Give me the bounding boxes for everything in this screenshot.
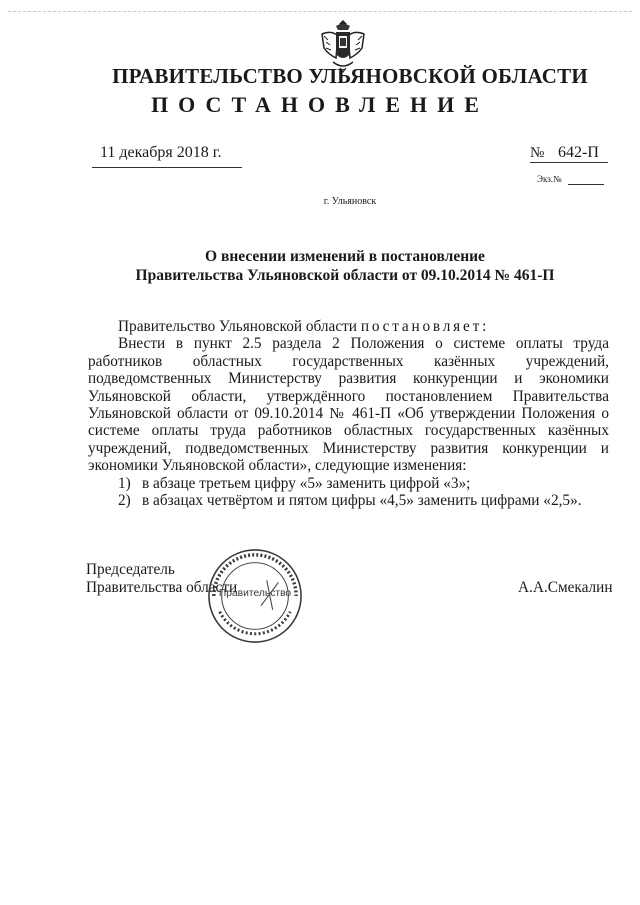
list-item-text: в абзацах четвёртом и пятом цифры «4,5» заменить цифрами «2,5».: [142, 492, 582, 510]
document-body: [88, 318, 609, 509]
government-name: ПРАВИТЕЛЬСТВО УЛЬЯНОВСКОЙ ОБЛАСТИ: [112, 64, 588, 88]
list-item: [88, 492, 609, 509]
list-item-number: 2): [118, 492, 131, 510]
intro-verb: постановляет:: [360, 318, 490, 335]
copy-number-underline: [568, 184, 604, 185]
signer-position-line-2: Правительства области: [86, 579, 238, 596]
main-paragraph: Внести в пункт 2.5 раздела 2 Положения о системе оплаты труда работников областных государственных казённых учреждений, подведомственных Министерству развития конкуренции и экономики Ульяновской области, утверждённого постановлением Правительства Ульяновской области от 09.10.2014 № 461-П «Об утверждении Положения о системе оплаты труда работников областных государственных казённых учреждений, подведомственных Министерству развития конкуренции и экономики Ульяновской области», следующие изменения:: [88, 335, 609, 475]
document-number: 642-П: [558, 144, 599, 161]
document-date: 11 декабря 2018 г.: [100, 144, 222, 161]
number-underline: [530, 162, 608, 163]
seal-center-text: Правительство: [218, 588, 292, 599]
copy-number-label: Экз.№: [537, 174, 562, 184]
signer-name: А.А.Смекалин: [518, 579, 613, 596]
signer-position-line-1: Председатель: [86, 561, 175, 578]
document-title: [0, 247, 640, 285]
title-line-2: Правительства Ульяновской области от 09.10.2014 № 461-П: [135, 267, 555, 284]
number-sign: №: [530, 145, 545, 161]
city: г. Ульяновск: [323, 196, 377, 207]
scan-edge-line: [8, 11, 632, 12]
title-line-1: О внесении изменений в постановление: [205, 248, 485, 265]
date-underline: [92, 167, 242, 168]
intro-paragraph: [88, 318, 609, 335]
intro-lead: Правительство Ульяновской области: [118, 318, 357, 335]
list-item-number: 1): [118, 474, 131, 492]
official-seal: [206, 547, 304, 645]
document-type: ПОСТАНОВЛЕНИЕ: [151, 92, 489, 117]
list-item: [88, 475, 609, 492]
list-item-text: в абзаце третьем цифру «5» заменить цифрой «3»;: [142, 474, 471, 492]
